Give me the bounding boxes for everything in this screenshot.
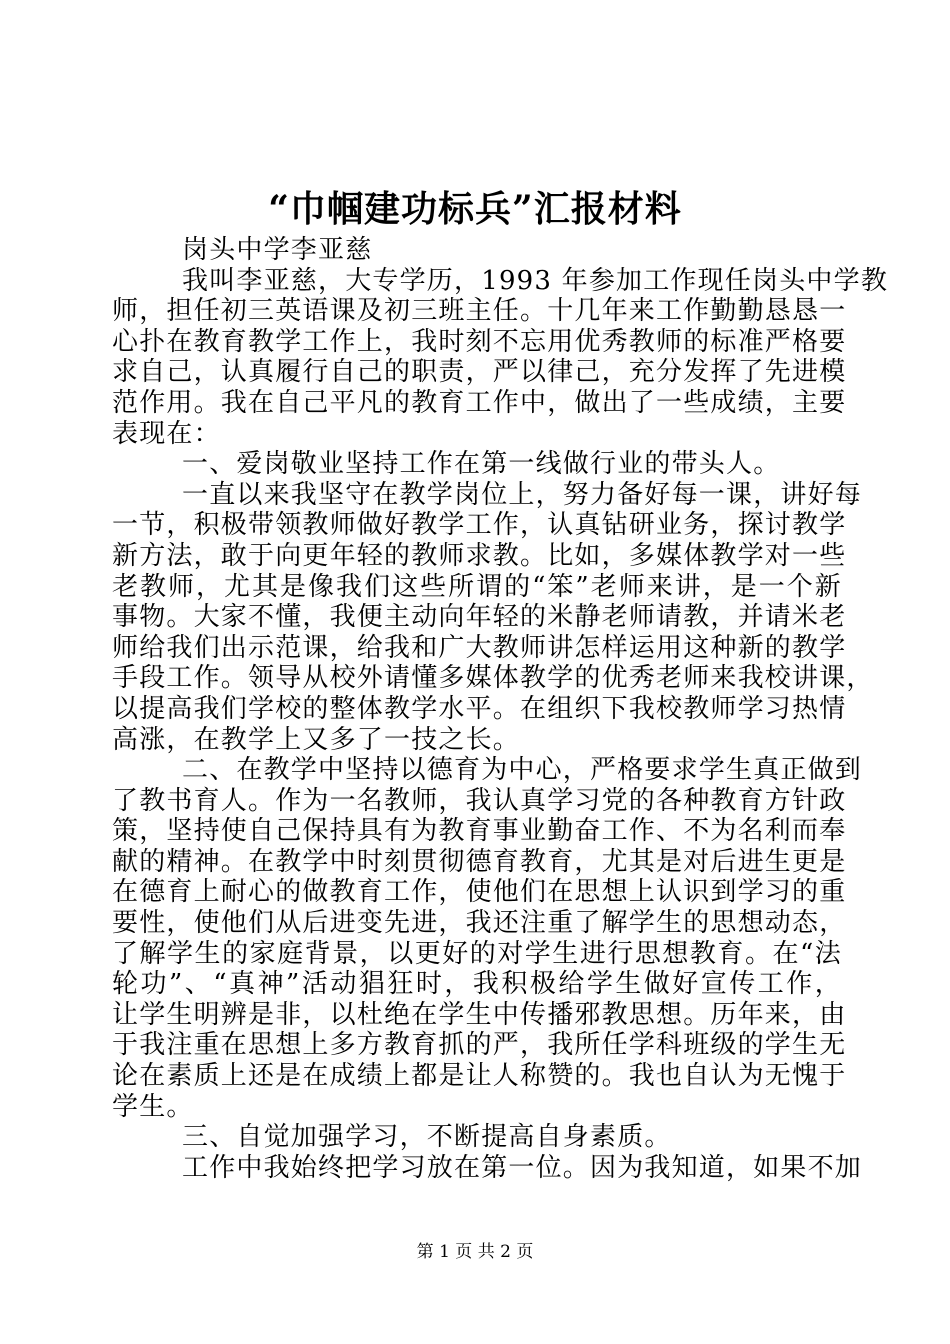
body-line: 论在素质上还是在成绩上都是让人称赞的。我也自认为无愧于 bbox=[112, 1061, 847, 1092]
body-line: 事物。大家不懂，我便主动向年轻的米静老师请教，并请米老 bbox=[112, 602, 847, 633]
body-line: 表现在： bbox=[112, 418, 221, 449]
body-line: 我叫李亚慈，大专学历，1993 年参加工作现任岗头中学教 bbox=[182, 265, 889, 296]
body-line: 一节，积极带领教师做好教学工作，认真钻研业务，探讨教学 bbox=[112, 510, 847, 541]
body-line: 老教师，尤其是像我们这些所谓的“笨”老师来讲，是一个新 bbox=[112, 571, 842, 602]
body-line: 让学生明辨是非，以杜绝在学生中传播邪教思想。历年来，由 bbox=[112, 999, 847, 1030]
body-line: 心扑在教育教学工作上，我时刻不忘用优秀教师的标准严格要 bbox=[112, 326, 847, 357]
body-line: 策，坚持使自己保持具有为教育事业勤奋工作、不为名利而奉 bbox=[112, 816, 847, 847]
body-line: 新方法，敢于向更年轻的教师求教。比如，多媒体教学对一些 bbox=[112, 540, 847, 571]
body-line: 师，担任初三英语课及初三班主任。十几年来工作勤勤恳恳一 bbox=[112, 296, 847, 327]
document-body bbox=[112, 235, 889, 1183]
body-line: 高涨，在教学上又多了一技之长。 bbox=[112, 724, 521, 755]
body-line: 在德育上耐心的做教育工作，使他们在思想上认识到学习的重 bbox=[112, 877, 847, 908]
body-line: 了教书育人。作为一名教师，我认真学习党的各种教育方针政 bbox=[112, 785, 847, 816]
body-line: 三、自觉加强学习，不断提高自身素质。 bbox=[182, 1122, 672, 1153]
body-line: 师给我们出示范课，给我和广大教师讲怎样运用这种新的教学 bbox=[112, 632, 847, 663]
body-line: 了解学生的家庭背景，以更好的对学生进行思想教育。在“法 bbox=[112, 938, 842, 969]
body-line: 以提高我们学校的整体教学水平。在组织下我校教师学习热情 bbox=[112, 693, 847, 724]
body-line: 要性，使他们从后进变先进，我还注重了解学生的思想动态， bbox=[112, 908, 847, 939]
body-line: 于我注重在思想上多方教育抓的严，我所任学科班级的学生无 bbox=[112, 1030, 847, 1061]
page-number-footer: 第 1 页 共 2 页 bbox=[416, 1242, 534, 1262]
body-line: 岗头中学李亚慈 bbox=[182, 235, 373, 265]
body-line: 学生。 bbox=[112, 1091, 194, 1122]
body-line: 一直以来我坚守在教学岗位上，努力备好每一课，讲好每 bbox=[182, 479, 863, 510]
body-line: 手段工作。领导从校外请懂多媒体教学的优秀老师来我校讲课， bbox=[112, 663, 874, 694]
body-line: 轮功”、“真神”活动猖狂时，我积极给学生做好宣传工作， bbox=[112, 969, 842, 1000]
body-line: 一、爱岗敬业坚持工作在第一线做行业的带头人。 bbox=[182, 449, 781, 480]
body-line: 求自己，认真履行自己的职责，严以律己，充分发挥了先进模 bbox=[112, 357, 847, 388]
body-line: 二、在教学中坚持以德育为中心，严格要求学生真正做到 bbox=[182, 755, 863, 786]
body-line: 献的精神。在教学中时刻贯彻德育教育，尤其是对后进生更是 bbox=[112, 846, 847, 877]
document-title: “巾帼建功标兵”汇报材料 bbox=[268, 188, 682, 230]
body-line: 范作用。我在自己平凡的教育工作中，做出了一些成绩，主要 bbox=[112, 387, 847, 418]
body-line: 工作中我始终把学习放在第一位。因为我知道，如果不加 bbox=[182, 1152, 863, 1183]
